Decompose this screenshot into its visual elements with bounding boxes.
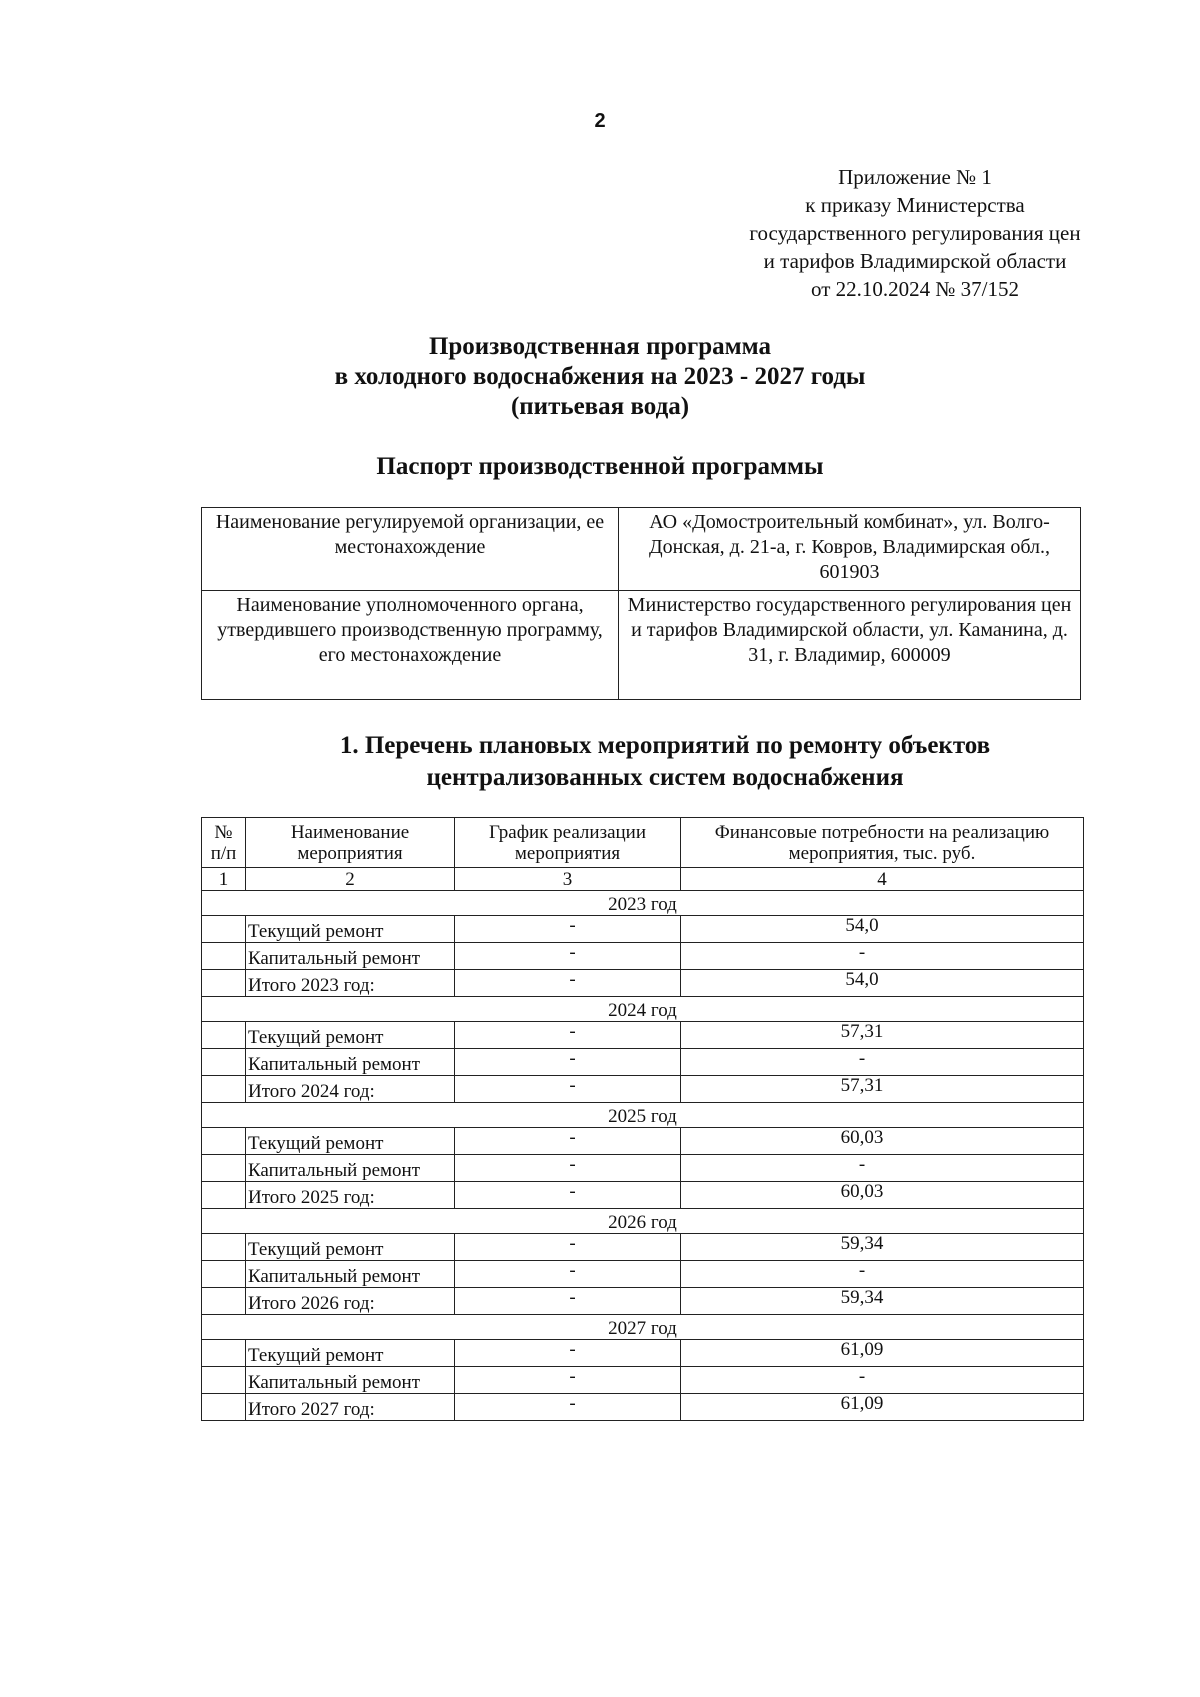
finance-cell [681,1261,1084,1288]
schedule-value: - [569,1339,576,1360]
activity-name: Капитальный ремонт [246,1049,455,1076]
finance-value: - [858,1366,866,1387]
table-row [202,916,1084,943]
appendix-line: к приказу Министерства [805,193,1025,217]
schedule-value: - [569,915,576,936]
activity-name: Итого 2025 год: [246,1182,455,1209]
finance-cell [681,1234,1084,1261]
finance-cell [681,1049,1084,1076]
table-row [202,1394,1084,1421]
passport-label: Наименование регулируемой организации, ее местонахождение [202,508,619,591]
row-number-cell [202,970,246,997]
table-row [202,1182,1084,1209]
passport-value: АО «Домостроительный комбинат», ул. Волго-Донская, д. 21-а, г. Ковров, Владимирская обл., 601903 [619,508,1081,591]
schedule-value: - [569,1181,576,1202]
schedule-value: - [569,1366,576,1387]
schedule-cell [455,1394,681,1421]
table-row [202,943,1084,970]
finance-cell [681,970,1084,997]
finance-value: 54,0 [845,969,879,990]
column-number-row [202,868,1084,891]
schedule-value: - [569,1233,576,1254]
year-label: 2023 год [202,891,1084,916]
schedule-value: - [569,1048,576,1069]
appendix-block [700,163,1130,303]
schedule-value: - [569,1260,576,1281]
activity-name: Капитальный ремонт [246,1367,455,1394]
column-number: 3 [455,868,681,891]
finance-value: - [858,1154,866,1175]
row-number-cell [202,1049,246,1076]
row-number-cell [202,916,246,943]
activity-name: Текущий ремонт [246,1128,455,1155]
finance-cell [681,916,1084,943]
column-number: 4 [681,868,1084,891]
passport-table [201,507,1081,700]
table-row [202,1367,1084,1394]
row-number-cell [202,1340,246,1367]
year-label: 2026 год [202,1209,1084,1234]
row-number-cell [202,1182,246,1209]
table-row [202,1234,1084,1261]
table-row [202,1022,1084,1049]
table-row [202,970,1084,997]
document-title [0,332,1200,422]
column-header: № п/п [202,818,246,868]
finance-value: 57,31 [840,1075,884,1096]
finance-cell [681,1288,1084,1315]
passport-value: Министерство государственного регулирования цен и тарифов Владимирской области, ул. Каманина, д. 31, г. Владимир, 600009 [619,591,1081,700]
year-row [202,997,1084,1022]
finance-value: 61,09 [840,1339,884,1360]
row-number-cell [202,1394,246,1421]
activity-name: Текущий ремонт [246,1234,455,1261]
finance-cell [681,1340,1084,1367]
activity-name: Текущий ремонт [246,1340,455,1367]
activity-name: Итого 2027 год: [246,1394,455,1421]
row-number-cell [202,1367,246,1394]
schedule-cell [455,1367,681,1394]
section-heading-line: 1. Перечень плановых мероприятий по ремонту объектов [339,732,991,759]
schedule-cell [455,1261,681,1288]
schedule-cell [455,1076,681,1103]
row-number-cell [202,1234,246,1261]
schedule-value: - [569,1127,576,1148]
finance-value: - [858,1260,866,1281]
page-number: 2 [594,110,606,132]
schedule-value: - [569,1154,576,1175]
finance-cell [681,1128,1084,1155]
schedule-cell [455,1288,681,1315]
passport-row [202,591,1081,700]
repair-plan-table [201,817,1084,1421]
finance-cell [681,943,1084,970]
table-header-row [202,818,1084,868]
schedule-cell [455,916,681,943]
schedule-cell [455,970,681,997]
row-number-cell [202,1288,246,1315]
year-label: 2027 год [202,1315,1084,1340]
activity-name: Текущий ремонт [246,916,455,943]
activity-name: Капитальный ремонт [246,943,455,970]
finance-value: 59,34 [840,1287,884,1308]
year-row [202,1209,1084,1234]
schedule-cell [455,1340,681,1367]
table-row [202,1128,1084,1155]
section-1-heading [0,730,1200,794]
schedule-value: - [569,969,576,990]
passport-label: Наименование уполномоченного органа, утвердившего производственную программу, его местонахождение [202,591,619,700]
schedule-cell [455,1049,681,1076]
row-number-cell [202,943,246,970]
table-row [202,1288,1084,1315]
finance-cell [681,1182,1084,1209]
column-number: 1 [202,868,246,891]
activity-name: Итого 2024 год: [246,1076,455,1103]
finance-value: 61,09 [840,1393,884,1414]
table-row [202,1340,1084,1367]
finance-value: - [858,1048,866,1069]
finance-cell [681,1367,1084,1394]
finance-value: 57,31 [840,1021,884,1042]
schedule-value: - [569,1393,576,1414]
column-header: Финансовые потребности на реализацию мероприятия, тыс. руб. [681,818,1084,868]
finance-cell [681,1022,1084,1049]
row-number-cell [202,1076,246,1103]
activity-name: Текущий ремонт [246,1022,455,1049]
passport-row [202,508,1081,591]
table-row [202,1155,1084,1182]
table-row [202,1261,1084,1288]
activity-name: Итого 2026 год: [246,1288,455,1315]
row-number-cell [202,1022,246,1049]
finance-value: 60,03 [840,1181,884,1202]
appendix-line: государственного регулирования цен [749,221,1081,245]
row-number-cell [202,1155,246,1182]
finance-value: 54,0 [845,915,879,936]
appendix-line: от 22.10.2024 № 37/152 [810,277,1020,301]
passport-heading: Паспорт производственной программы [376,453,824,480]
section-heading-line: централизованных систем водоснабжения [426,764,904,791]
appendix-line: Приложение № 1 [838,165,992,189]
column-number: 2 [246,868,455,891]
schedule-cell [455,1182,681,1209]
activity-name: Капитальный ремонт [246,1261,455,1288]
finance-cell [681,1076,1084,1103]
schedule-value: - [569,942,576,963]
schedule-cell [455,1128,681,1155]
activity-name: Итого 2023 год: [246,970,455,997]
finance-value: - [858,942,866,963]
column-header: График реализации мероприятия [455,818,681,868]
finance-value: 60,03 [840,1127,884,1148]
year-label: 2024 год [202,997,1084,1022]
activity-name: Капитальный ремонт [246,1155,455,1182]
year-label: 2025 год [202,1103,1084,1128]
schedule-value: - [569,1287,576,1308]
finance-cell [681,1394,1084,1421]
title-line: (питьевая вода) [510,393,690,420]
appendix-line: и тарифов Владимирской области [763,249,1067,273]
finance-value: 59,34 [840,1233,884,1254]
table-row [202,1076,1084,1103]
year-row [202,1103,1084,1128]
column-header: Наименование мероприятия [246,818,455,868]
schedule-cell [455,1155,681,1182]
row-number-cell [202,1128,246,1155]
title-line: Производственная программа [428,333,772,360]
finance-cell [681,1155,1084,1182]
schedule-value: - [569,1075,576,1096]
row-number-cell [202,1261,246,1288]
schedule-cell [455,1234,681,1261]
year-row [202,891,1084,916]
schedule-cell [455,943,681,970]
year-row [202,1315,1084,1340]
schedule-value: - [569,1021,576,1042]
schedule-cell [455,1022,681,1049]
title-line: в холодного водоснабжения на 2023 - 2027 годы [334,363,866,390]
table-row [202,1049,1084,1076]
